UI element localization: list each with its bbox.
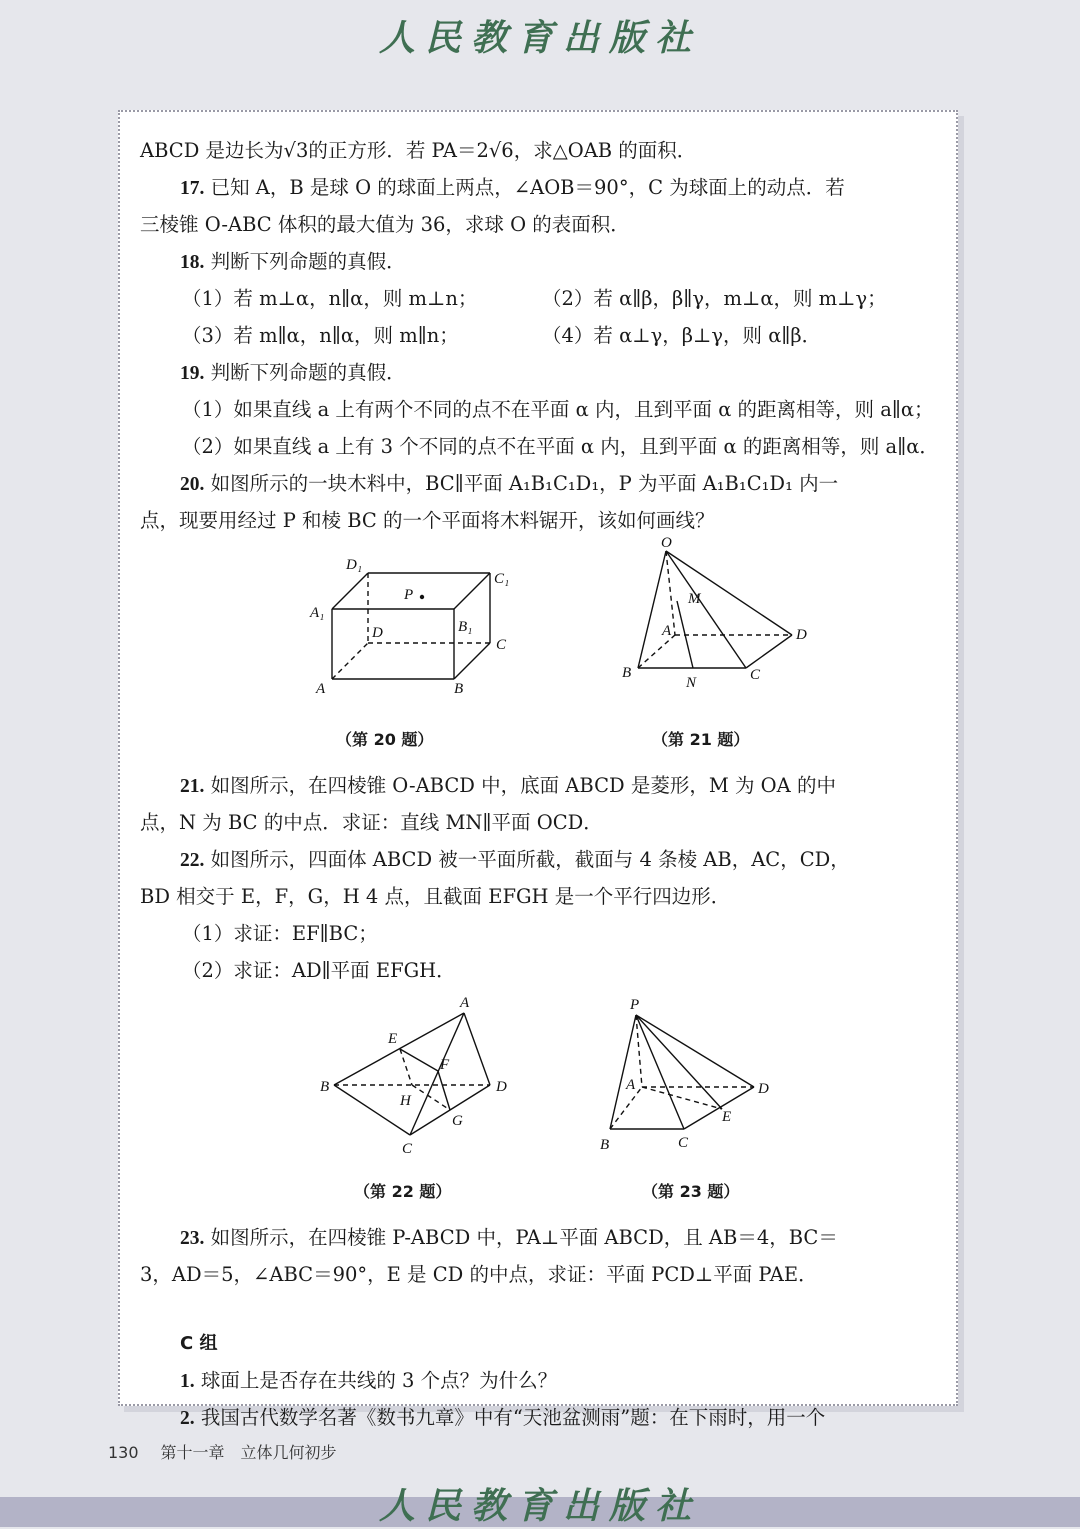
question-number: 19.: [180, 363, 205, 384]
publisher-watermark-bottom: 人民教育出版社: [378, 1485, 701, 1527]
question-19: [140, 354, 940, 391]
vertex-label: D: [496, 1079, 507, 1095]
exercise-text: [140, 132, 940, 1436]
question-number: 23.: [180, 1228, 205, 1249]
vertex-label: O: [661, 535, 672, 551]
text-line: 3，AD＝5，∠ABC＝90°，E 是 CD 的中点，求证：平面 PCD⊥平面 PAE．: [140, 1263, 818, 1286]
option-item: （2）若 α∥β，β∥γ，m⊥α，则 m⊥γ；: [542, 287, 887, 310]
vertex-label: B: [454, 681, 464, 697]
vertex-label: D: [372, 625, 383, 641]
vertex-label: P: [630, 997, 640, 1013]
vertex-label: A: [662, 623, 672, 639]
option-item: （4）若 α⊥γ，β⊥γ，则 α∥β．: [542, 324, 822, 347]
option-row: [140, 317, 940, 354]
figure-caption: （第 21 题）: [652, 730, 750, 749]
text-line: 点，N 为 BC 的中点．求证：直线 MN∥平面 OCD．: [140, 811, 603, 834]
text-line: 三棱锥 O-ABC 体积的最大值为 36，求球 O 的表面积．: [140, 213, 630, 236]
question-text: 如图所示，在四棱锥 P-ABCD 中，PA⊥平面 ABCD，且 AB＝4，BC＝: [210, 1226, 838, 1249]
figure-21-pyramid: [600, 531, 807, 711]
vertex-label: B: [600, 1137, 610, 1153]
question-number: 1.: [180, 1371, 195, 1392]
question-text: 球面上是否存在共线的 3 个点？为什么？: [200, 1369, 558, 1392]
vertex-label: C₁: [494, 571, 510, 587]
group-heading: C 组: [180, 1333, 218, 1354]
vertex-label: A: [460, 995, 470, 1011]
figure-row-22-23: [140, 989, 940, 1219]
point-label: P: [404, 587, 414, 603]
question-text: 我国古代数学名著《数书九章》中有“天池盆测雨”题：在下雨时，用一个: [200, 1406, 826, 1429]
chapter-title: 第十一章 立体几何初步: [160, 1443, 337, 1462]
question-18: [140, 243, 940, 280]
point-label: F: [440, 1057, 450, 1073]
text-line: 点，现要用经过 P 和棱 BC 的一个平面将木料锯开，该如何画线？: [140, 509, 715, 532]
vertex-label: C: [402, 1141, 413, 1157]
question-number: 18.: [180, 252, 205, 273]
text-line: BD 相交于 E，F，G，H 4 点，且截面 EFGH 是一个平行四边形．: [140, 885, 731, 908]
question-number: 17.: [180, 178, 205, 199]
figure-23-pyramid: [590, 989, 800, 1169]
point-label: H: [400, 1093, 411, 1109]
text-line: ABCD 是边长为√3的正方形．若 PA＝2√6，求△OAB 的面积．: [140, 139, 697, 162]
question-c2: [140, 1399, 940, 1436]
question-c1: [140, 1362, 940, 1399]
option-item: （3）若 m∥α，n∥α，则 m∥n；: [182, 324, 459, 347]
question-20: [140, 465, 940, 502]
vertex-label: A: [316, 681, 326, 697]
option-row: [140, 280, 940, 317]
vertex-label: A₁: [310, 605, 325, 621]
option-item: （1）如果直线 a 上有两个不同的点不在平面 α 内，且到平面 α 的距离相等，则 a∥α；: [182, 398, 934, 421]
question-22: [140, 841, 940, 878]
figure-caption: （第 22 题）: [354, 1182, 452, 1201]
question-17: [140, 169, 940, 206]
question-text: 已知 A，B 是球 O 的球面上两点，∠AOB＝90°，C 为球面上的动点．若: [210, 176, 845, 199]
page-number: 130: [108, 1443, 139, 1462]
question-number: 20.: [180, 474, 205, 495]
figure-caption: （第 20 题）: [336, 730, 434, 749]
question-text: 如图所示，在四棱锥 O-ABCD 中，底面 ABCD 是菱形，M 为 OA 的中: [210, 774, 836, 797]
point-label: E: [388, 1031, 398, 1047]
question-number: 2.: [180, 1408, 195, 1429]
vertex-label: A: [626, 1077, 636, 1093]
option-item: （1）若 m⊥α，n∥α，则 m⊥n；: [182, 287, 478, 310]
spacer: [140, 1293, 940, 1325]
figure-22-tetrahedron: [300, 993, 520, 1163]
publisher-watermark-top: 人民教育出版社: [378, 17, 701, 59]
vertex-label: D₁: [346, 557, 363, 573]
vertex-label: B₁: [458, 619, 473, 635]
vertex-label: D: [796, 627, 807, 643]
point-label: N: [686, 675, 697, 691]
point-label: G: [452, 1113, 463, 1129]
sub-question: （2）求证：AD∥平面 EFGH．: [182, 959, 456, 982]
page-footer: [108, 1440, 337, 1463]
figure-row-20-21: [140, 535, 940, 767]
question-text: 如图所示的一块木料中，BC∥平面 A₁B₁C₁D₁，P 为平面 A₁B₁C₁D₁ 内一: [210, 472, 839, 495]
vertex-label: B: [622, 665, 632, 681]
vertex-label: D: [758, 1081, 769, 1097]
point-label: M: [688, 591, 701, 607]
vertex-label: C: [496, 637, 507, 653]
vertex-label: C: [750, 667, 761, 683]
vertex-label: B: [320, 1079, 330, 1095]
point-label: E: [722, 1109, 732, 1125]
question-text: 如图所示，四面体 ABCD 被一平面所截，截面与 4 条棱 AB，AC，CD，: [210, 848, 850, 871]
question-number: 22.: [180, 850, 205, 871]
figure-20-prism: [280, 545, 510, 715]
vertex-label: C: [678, 1135, 689, 1151]
figure-caption: （第 23 题）: [642, 1182, 740, 1201]
option-item: （2）如果直线 a 上有 3 个不同的点不在平面 α 内，且到平面 α 的距离相等，则 a∥α．: [182, 435, 939, 458]
page-content-frame: [118, 110, 958, 1429]
question-number: 21.: [180, 776, 205, 797]
question-text: 判断下列命题的真假．: [210, 361, 406, 384]
sub-question: （1）求证：EF∥BC；: [182, 922, 378, 945]
question-text: 判断下列命题的真假．: [210, 250, 406, 273]
question-23: [140, 1219, 940, 1256]
question-21: [140, 767, 940, 804]
